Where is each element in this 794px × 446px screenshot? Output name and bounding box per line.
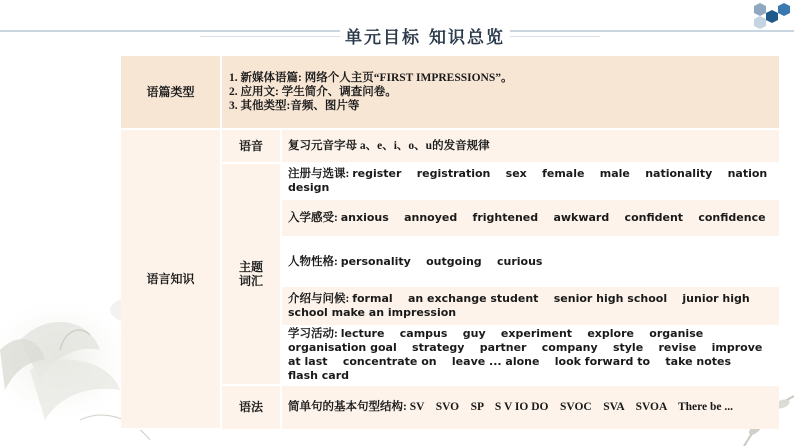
discourse-type-content xyxy=(221,56,779,129)
discourse-line-1: 1. 新媒体语篇: 网络个人主页“FIRST IMPRESSIONS”。 xyxy=(229,71,513,84)
vocab-item xyxy=(281,163,779,199)
vocab-words: anxious annoyed frightened awkward confident confidence xyxy=(340,211,766,225)
discourse-line-3: 3. 其他类型:音频、图片等 xyxy=(229,99,360,112)
vocab-label xyxy=(221,163,281,385)
category-language-knowledge: 语言知识 xyxy=(121,129,221,429)
grammar-content: 简单句的基本句型结构: SV SVO SP S V IO DO SVOC SVA SVOA There be ... xyxy=(281,385,779,429)
vocab-item xyxy=(281,237,779,285)
unit-overview-table xyxy=(121,56,779,430)
phonics-content: 复习元音字母 a、e、i、o、u的发音规律 xyxy=(281,129,779,163)
vocab-prefix: 介绍与问候: xyxy=(288,292,353,305)
vocab-words: lecture campus guy experiment explore organise organisation goal strategy partner company style revise improve at last concentrate on leave ... alone look forward to take notes flash card xyxy=(288,327,778,383)
page-title: 单元目标 知识总览 xyxy=(340,22,510,48)
discourse-line-2: 2. 应用文: 学生简介、调查问卷。 xyxy=(229,85,397,98)
vocab-words: formal an exchange student senior high school junior high school make an impression xyxy=(288,291,754,319)
vocab-prefix: 入学感受: xyxy=(288,212,341,225)
vocab-item xyxy=(281,286,779,326)
vocab-words: register registration sex female male nationality nation design xyxy=(288,166,772,194)
vocab-words: personality outgoing curious xyxy=(340,254,543,268)
phonics-label: 语音 xyxy=(221,129,281,163)
category-discourse-type: 语篇类型 xyxy=(121,56,221,129)
grammar-label: 语法 xyxy=(221,385,281,429)
vocab-item xyxy=(281,199,779,237)
hexagon-logo-icon xyxy=(740,0,794,30)
vocab-prefix: 学习活动: xyxy=(288,328,341,341)
table-row-discourse xyxy=(121,56,779,129)
vocab-prefix: 注册与选课: xyxy=(288,167,353,180)
vocab-prefix: 人物性格: xyxy=(288,255,341,268)
table-row-phonics xyxy=(121,129,779,163)
vocab-label-line-1: 主题 xyxy=(238,259,263,274)
vocab-label-line-2: 词汇 xyxy=(238,273,263,288)
vocab-item xyxy=(281,326,779,384)
